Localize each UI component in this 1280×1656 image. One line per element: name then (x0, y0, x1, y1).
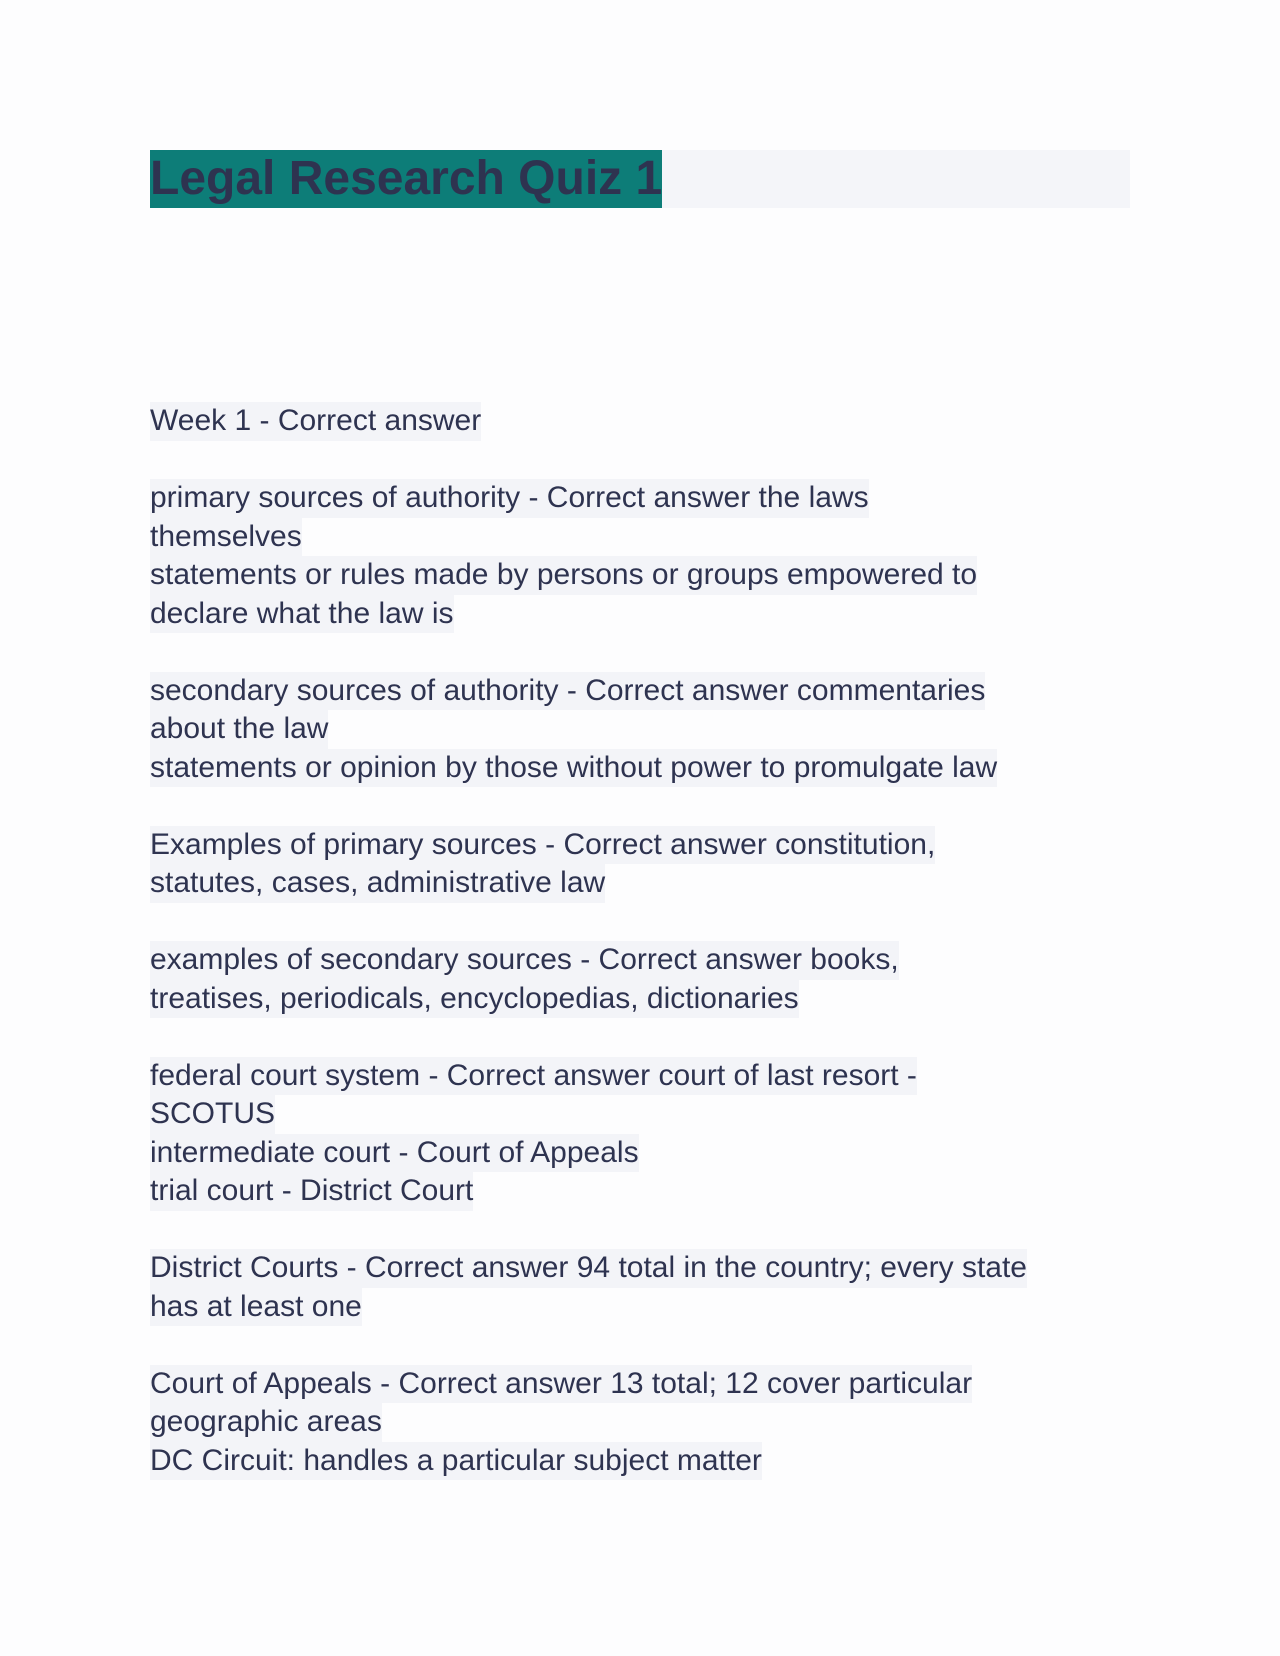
text-line: federal court system - Correct answer court of last resort - (150, 1057, 917, 1096)
text-line: District Courts - Correct answer 94 total in the country; every state (150, 1249, 1027, 1288)
text-line: intermediate court - Court of Appeals (150, 1134, 639, 1173)
qa-block-district-courts (150, 1249, 1130, 1326)
qa-block-primary-sources (150, 479, 1130, 633)
text-line: Week 1 - Correct answer (150, 402, 481, 441)
text-line: has at least one (150, 1288, 362, 1327)
text-line: DC Circuit: handles a particular subject matter (150, 1442, 762, 1481)
document-page (150, 150, 1130, 1477)
text-line: trial court - District Court (150, 1172, 473, 1211)
qa-block-court-of-appeals (150, 1365, 1130, 1481)
text-line: treatises, periodicals, encyclopedias, dictionaries (150, 980, 799, 1019)
qa-block-secondary-examples (150, 941, 1130, 1018)
qa-block-primary-examples (150, 826, 1130, 903)
text-line: about the law (150, 710, 328, 749)
text-line: Court of Appeals - Correct answer 13 total; 12 cover particular (150, 1365, 972, 1404)
text-line: declare what the law is (150, 595, 454, 634)
document-title: Legal Research Quiz 1 (150, 150, 662, 208)
text-line: SCOTUS (150, 1095, 275, 1134)
text-line: examples of secondary sources - Correct answer books, (150, 941, 899, 980)
document-body (150, 402, 1130, 1519)
text-line: geographic areas (150, 1403, 382, 1442)
text-line: statutes, cases, administrative law (150, 864, 605, 903)
text-line: secondary sources of authority - Correct answer commentaries (150, 672, 985, 711)
text-line: primary sources of authority - Correct answer the laws (150, 479, 869, 518)
text-line: Examples of primary sources - Correct answer constitution, (150, 826, 935, 865)
text-line: statements or rules made by persons or groups empowered to (150, 556, 977, 595)
text-line: themselves (150, 518, 302, 557)
text-line: statements or opinion by those without power to promulgate law (150, 749, 997, 788)
title-bar (150, 150, 1130, 208)
qa-block-week-1 (150, 402, 1130, 441)
qa-block-federal-court-system (150, 1057, 1130, 1211)
qa-block-secondary-sources (150, 672, 1130, 788)
